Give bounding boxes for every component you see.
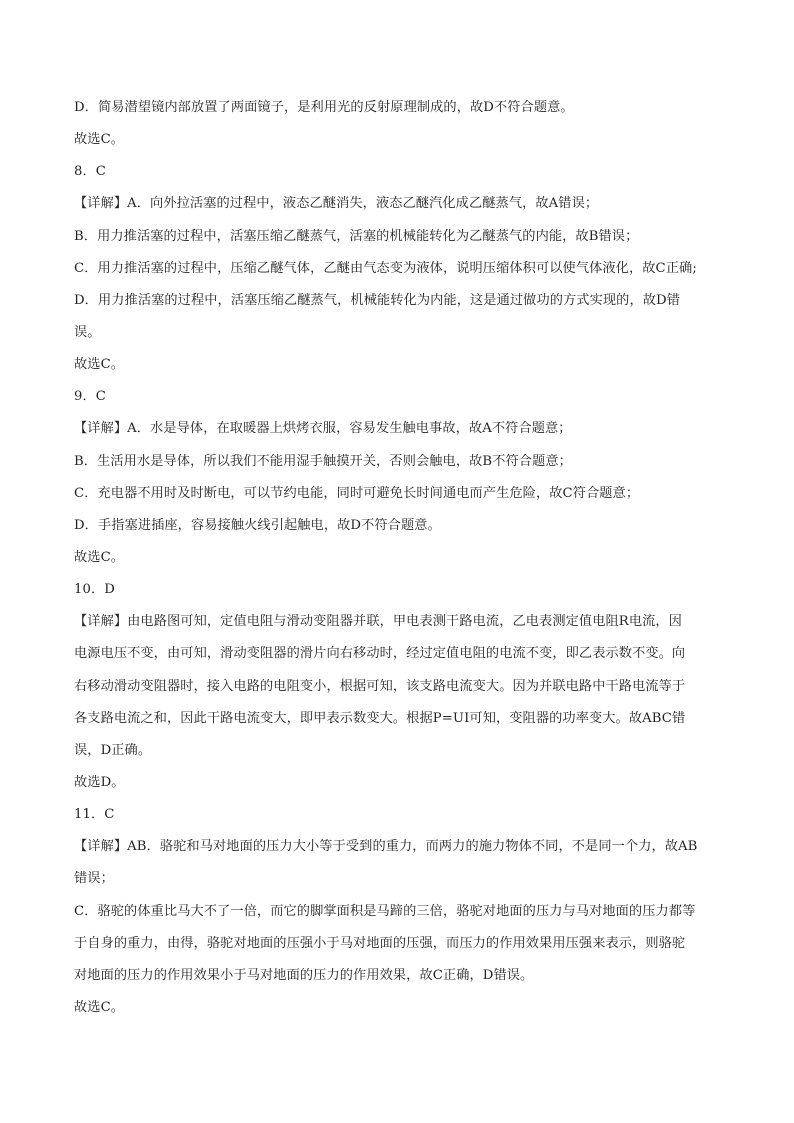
text-line: B．用力推活塞的过程中，活塞压缩乙醚蒸气，活塞的机械能转化为乙醚蒸气的内能，故B错误； bbox=[74, 228, 639, 244]
text-line: C．骆驼的体重比马大不了一倍，而它的脚掌面积是马蹄的三倍，骆驼对地面的压力与马对地面的压力都等 bbox=[74, 903, 696, 919]
question-number: 9．C bbox=[74, 389, 106, 405]
text-line: C．充电器不用时及时断电，可以节约电能，同时可避免长时间通电而产生危险，故C符合题意； bbox=[74, 485, 640, 501]
text-line: 右移动滑动变阻器时，接入电路的电阻变小，根据可知，该支路电流变大。因为并联电路中干路电流等于 bbox=[74, 678, 686, 694]
text-line: B．生活用水是导体，所以我们不能用湿手触摸开关，否则会触电，故B不符合题意； bbox=[74, 453, 572, 469]
text-line: 各支路电流之和，因此干路电流变大，即甲表示数变大。根据P=UI可知，变阻器的功率变大。故ABC错 bbox=[74, 710, 686, 726]
text-line: 电源电压不变，由可知，滑动变阻器的滑片向右移动时，经过定值电阻的电流不变，即乙表示数不变。向 bbox=[74, 646, 686, 662]
text-line: 错误； bbox=[74, 871, 114, 887]
text-line: 【详解】A．水是导体，在取暖器上烘烤衣服，容易发生触电事故，故A不符合题意； bbox=[74, 421, 572, 437]
text-line: D．简易潜望镜内部放置了两面镜子，是利用光的反射原理制成的，故D不符合题意。 bbox=[74, 100, 574, 115]
text-line: 故选D。 bbox=[74, 774, 125, 790]
text-line: 故选C。 bbox=[74, 549, 125, 565]
text-line: D．用力推活塞的过程中，活塞压缩乙醚蒸气，机械能转化为内能，这是通过做功的方式实现的，故D错 bbox=[74, 292, 680, 308]
question-number: 10．D bbox=[74, 582, 115, 598]
text-line: 【详解】由电路图可知，定值电阻与滑动变阻器并联，甲电表测干路电流，乙电表测定值电阻R电流，因 bbox=[74, 614, 682, 630]
text-line: C．用力推活塞的过程中，压缩乙醚气体，乙醚由气态变为液体，说明压缩体积可以使气体液化，故C正确; bbox=[74, 260, 697, 276]
text-line: 误，D正确。 bbox=[74, 742, 152, 758]
text-line: 故选C。 bbox=[74, 132, 125, 148]
text-line: 故选C。 bbox=[74, 357, 125, 373]
question-number: 8．C bbox=[74, 164, 106, 180]
document-page bbox=[74, 98, 722, 1030]
text-line: 故选C。 bbox=[74, 999, 125, 1015]
text-line: 【详解】AB．骆驼和马对地面的压力大小等于受到的重力，而两力的施力物体不同，不是同一个力，故AB bbox=[74, 839, 698, 855]
text-line: 误。 bbox=[74, 324, 101, 340]
question-number: 11．C bbox=[74, 807, 115, 823]
text-line: D．手指塞进插座，容易接触火线引起触电，故D不符合题意。 bbox=[74, 517, 441, 533]
text-line: 于自身的重力，由得，骆驼对地面的压强小于马对地面的压强，而压力的作用效果用压强来表示，则骆驼 bbox=[74, 935, 686, 951]
text-line: 【详解】A．向外拉活塞的过程中，液态乙醚消失，液态乙醚汽化成乙醚蒸气，故A错误； bbox=[74, 196, 599, 212]
text-line: 对地面的压力的作用效果小于马对地面的压力的作用效果，故C正确，D错误。 bbox=[74, 967, 534, 983]
